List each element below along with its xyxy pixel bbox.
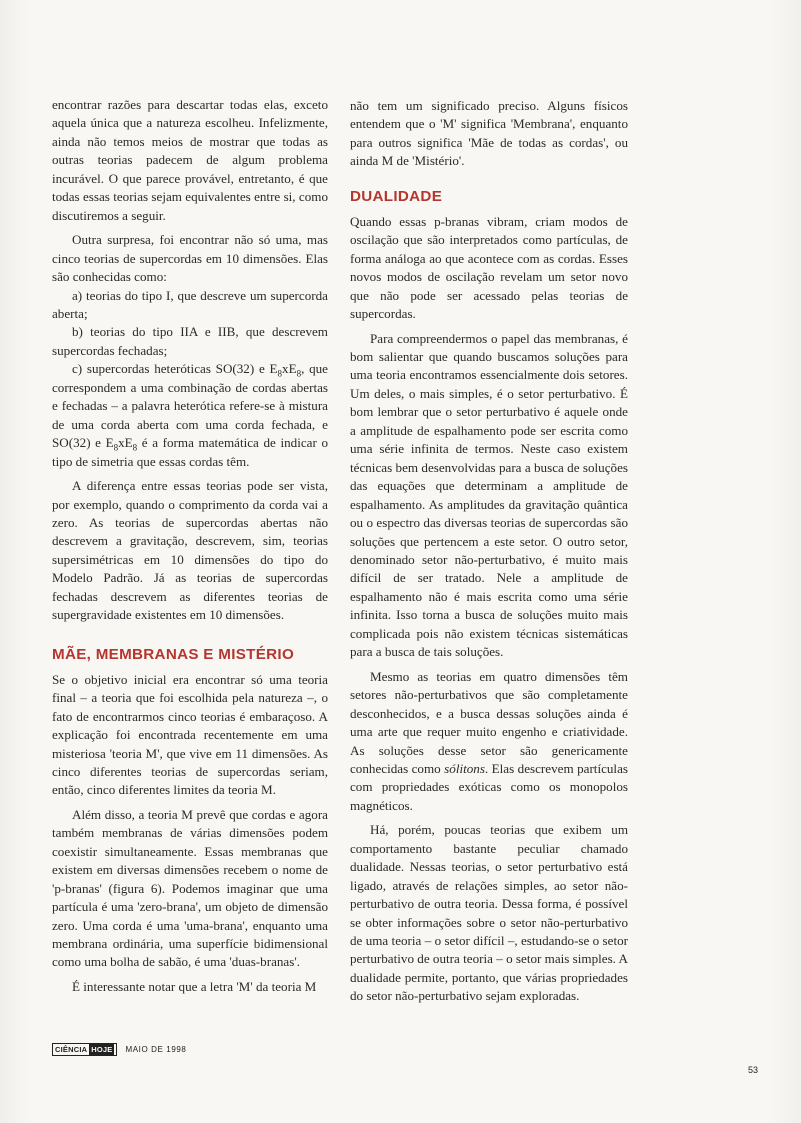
list-item-c-text: , que correspondem a uma combinação de cordas abertas e fechadas – a palavra heterótica refere-se à mistura de uma corda aberta com uma corda fechada, e SO(32) e E xyxy=(52,361,328,451)
list-item-c xyxy=(52,360,328,471)
subscript: 8 xyxy=(113,442,119,453)
paragraph: Quando essas p-branas vibram, criam modos de oscilação que são interpretados como partículas, de forma análoga ao que acontece com as cordas. Esses novos modos de oscilação revelam um setor novo que não pode ser acessado pelas teorias de supercordas. xyxy=(350,213,628,322)
left-column xyxy=(52,96,328,996)
right-column xyxy=(350,97,628,1006)
magazine-logo xyxy=(52,1043,117,1056)
subscript: 8 xyxy=(132,442,138,453)
list-item-c-text: é a forma matemática de indicar o tipo de simetria que essas cordas têm. xyxy=(52,435,328,469)
section-heading-dualidade: DUALIDADE xyxy=(350,187,443,205)
paragraph-text: . Elas descrevem partículas com propriedades exóticas como os monopolos magnéticos. xyxy=(350,760,628,813)
logo-ciencia: CIÊNCIA xyxy=(55,1045,88,1054)
subscript: 8 xyxy=(277,368,283,379)
list-item-b: b) teorias do tipo IIA e IIB, que descrevem supercordas fechadas; xyxy=(52,324,328,358)
issue-date: MAIO DE 1998 xyxy=(125,1045,187,1054)
footer xyxy=(52,1043,187,1056)
paragraph: É interessante notar que a letra 'M' da teoria M xyxy=(72,978,317,994)
paragraph: Se o objetivo inicial era encontrar só uma teoria final – a teoria que foi escolhida pela natureza –, o fato de encontrarmos cinco teorias é embaraçoso. A explicação foi encontrada recentemente em uma misteriosa 'teoria M', que vive em 11 dimensões. As cinco diferentes teorias de supercordas seriam, então, cinco diferentes limites da teoria M. xyxy=(52,671,328,798)
list-item-c-text: c) supercordas heteróticas SO(32) e E xyxy=(72,361,278,377)
list-item-a: a) teorias do tipo I, que descreve um supercorda aberta; xyxy=(52,287,328,321)
subscript: 8 xyxy=(296,368,302,379)
paragraph: Outra surpresa, foi encontrar não só uma, mas cinco teorias de supercordas em 10 dimensões. Elas são conhecidas como: xyxy=(52,232,328,285)
paragraph-text: Mesmo as teorias em quatro dimensões têm setores não-perturbativos que são completamente desconhecidos, e a busca dessas soluções ainda é uma arte que requer muito engenho e criatividade. As soluções desse setor são genericamente conhecidas como xyxy=(350,668,628,776)
emphasis: sólitons xyxy=(444,760,485,776)
paragraph: não tem um significado preciso. Alguns físicos entendem que o 'M' significa 'Membrana', enquanto para outros significa 'Mãe de todas as cordas', ou ainda M de 'Mistério'. xyxy=(350,98,628,169)
page-number: 53 xyxy=(748,1065,759,1075)
paragraph: Há, porém, poucas teorias que exibem um comportamento bastante peculiar chamado dualidade. Nessas teorias, o setor perturbativo está ligado, através de relações simples, ao setor não-perturbativo de outra teoria. Dessa forma, é possível se obter informações sobre o setor não-perturbativo de uma teoria – o setor difícil –, estudando-se o setor perturbativo de outra teoria – o setor mais simples. A dualidade permite, portanto, que várias propriedades do setor não-perturbativo sejam exploradas. xyxy=(350,822,628,1004)
section-heading-mae-membranas: MÃE, MEMBRANAS E MISTÉRIO xyxy=(52,645,295,663)
list-item-c-text: xE xyxy=(282,361,297,377)
logo-hoje: HOJE xyxy=(91,1045,113,1054)
paragraph: encontrar razões para descartar todas elas, exceto aquela única que a natureza escolheu. Infelizmente, ainda não temos meios de mostrar que todas as outras teorias padecem de algum problema incurável. O que parece provável, entretanto, é que todas essas teorias sejam equivalentes entre si, como discutiremos a seguir. xyxy=(52,97,328,223)
paragraph: Para compreendermos o papel das membranas, é bom salientar que quando buscamos soluções para uma teoria encontramos essencialmente dois setores. Um deles, o mais simples, é o setor perturbativo. É bom lembrar que o setor perturbativo é aquele onde a amplitude de espalhamento pode ser escrita como uma série infinita de termos. Neste caso existem técnicas bem desenvolvidas para a busca de soluções das equações que determinam a amplitude de espalhamento. As amplitudes da gravitação quântica ou o espectro das diversas teorias de supercordas são soluções que pertencem a este setor. O outro setor, denominado setor não-perturbativo, é muito mais difícil de ser tratado. Nele a amplitude de espalhamento não é mais escrita como uma série infinita. Isso torna a busca de soluções muito mais complicada pois não existem técnicas sistemáticas para a busca de tais soluções. xyxy=(350,330,628,660)
paragraph xyxy=(350,668,628,816)
paragraph: A diferença entre essas teorias pode ser vista, por exemplo, quando o comprimento da corda vai a zero. As teorias de supercordas abertas não descrevem a gravitação, descrevem, sim, teorias supersimétricas em 10 dimensões do tipo do Modelo Padrão. Já as teorias de supercordas fechadas descrevem as diferentes teorias de supergravidade existentes em 10 dimensões. xyxy=(52,478,328,623)
paragraph: Além disso, a teoria M prevê que cordas e agora também membranas de várias dimensões podem coexistir simultaneamente. Essas membranas que existem em diversas dimensões recebem o nome de 'p-branas' (figura 6). Podemos imaginar que uma partícula é uma 'zero-brana', um objeto de dimensão zero. Uma corda é uma 'uma-brana', enquanto uma membrana ordinária, uma superfície bidimensional como uma bolha de sabão, é uma 'duas-branas'. xyxy=(52,806,328,970)
list-item-c-text: xE xyxy=(118,435,133,451)
